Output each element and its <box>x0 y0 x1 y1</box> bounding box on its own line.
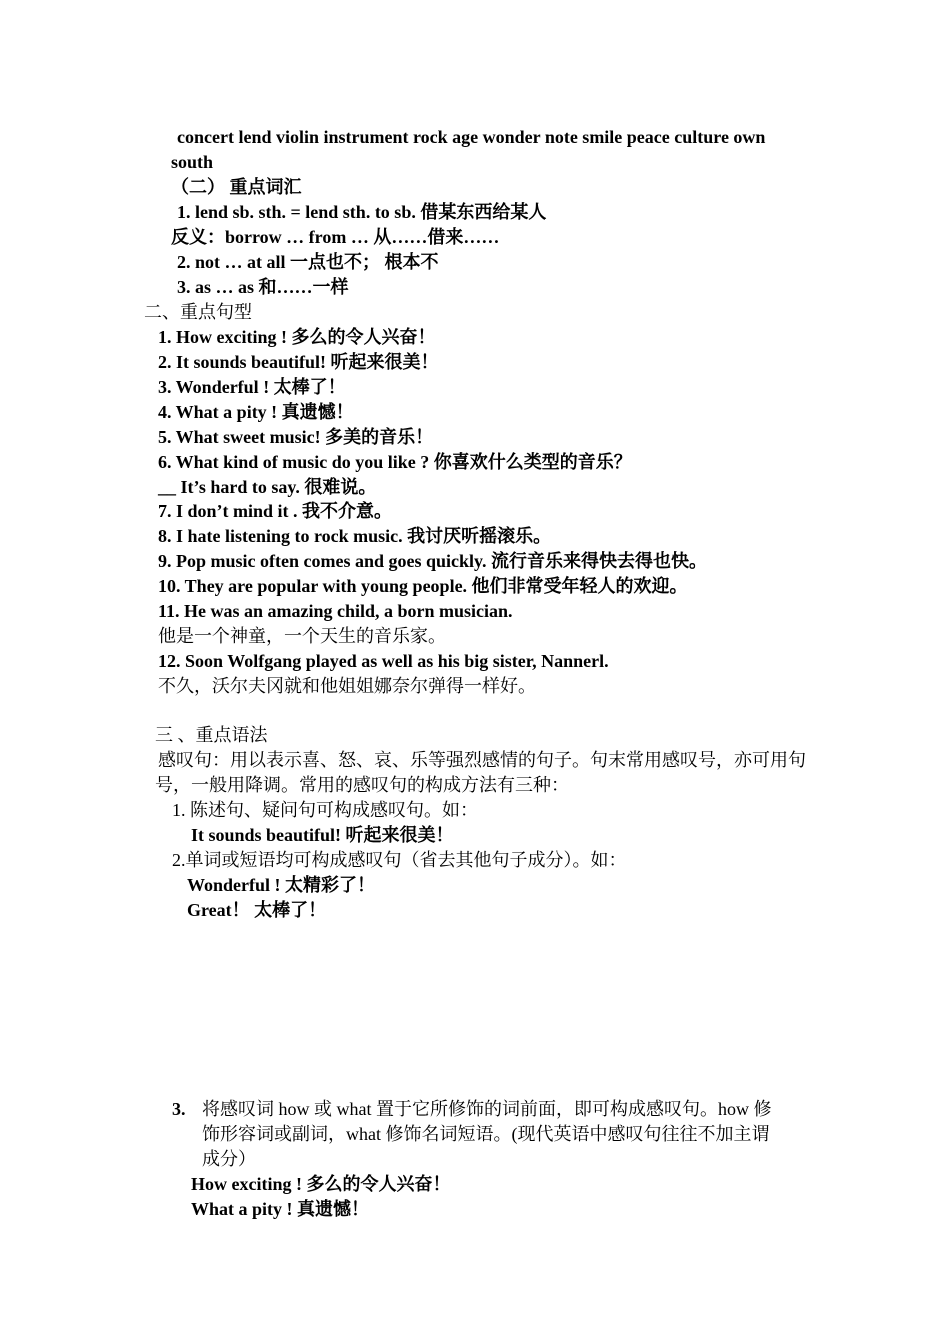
grammar-intro-line1: 感叹句：用以表示喜、怒、哀、乐等强烈感情的句子。句末常用感叹号，亦可用句 <box>158 750 806 770</box>
grammar-rule-2-example: Great！ 太棒了！ <box>187 900 327 920</box>
section-2-heading: （二） 重点词汇 <box>171 177 302 197</box>
sentence-item: __ It’s hard to say. 很难说。 <box>158 477 377 497</box>
vocab-item-1-antonym: 反义：borrow … from … 从……借来…… <box>171 227 500 247</box>
grammar-rule-3-number: 3. <box>172 1099 186 1119</box>
sentence-item: 12. Soon Wolfgang played as well as his big sister, Nannerl. <box>158 651 609 671</box>
grammar-heading: 三 、重点语法 <box>155 725 268 745</box>
grammar-rule-2: 2.单词或短语均可构成感叹句（省去其他句子成分）。如： <box>172 850 627 870</box>
grammar-rule-3-line1: 将感叹词 how 或 what 置于它所修饰的词前面，即可构成感叹句。how 修 <box>202 1099 772 1119</box>
vocab-words-line1: concert lend violin instrument rock age wonder note smile peace culture own <box>177 127 766 147</box>
sentence-item: 6. What kind of music do you like ? 你喜欢什么类型的音乐？ <box>158 452 632 472</box>
grammar-rule-3-line3: 成分） <box>202 1149 256 1169</box>
sentence-item-translation: 不久，沃尔夫冈就和他姐姐娜奈尔弹得一样好。 <box>158 676 536 696</box>
sentence-item: 3. Wonderful ! 太棒了！ <box>158 377 346 397</box>
grammar-rule-3-line2: 饰形容词或副词，what 修饰名词短语。(现代英语中感叹句往往不加主谓 <box>202 1124 770 1144</box>
vocab-item-1: 1. lend sb. sth. = lend sth. to sb. 借某东西给某人 <box>177 202 547 222</box>
sentence-item: 1. How exciting ! 多么的令人兴奋！ <box>158 327 436 347</box>
sentence-item: 5. What sweet music! 多美的音乐！ <box>158 427 434 447</box>
vocab-words-line2: south <box>171 152 214 172</box>
vocab-item-2: 2. not … at all 一点也不； 根本不 <box>177 252 439 272</box>
sentence-item: 7. I don’t mind it . 我不介意。 <box>158 501 393 521</box>
grammar-rule-2-example: Wonderful ! 太精彩了！ <box>187 875 376 895</box>
grammar-rule-3-example: How exciting ! 多么的令人兴奋！ <box>191 1174 451 1194</box>
grammar-rule-3-example: What a pity ! 真遗憾！ <box>191 1199 370 1219</box>
sentence-item: 4. What a pity ! 真遗憾！ <box>158 402 354 422</box>
grammar-rule-1-example: It sounds beautiful! 听起来很美！ <box>191 825 454 845</box>
sentence-item: 8. I hate listening to rock music. 我讨厌听摇滚乐。 <box>158 526 552 546</box>
sentence-item: 10. They are popular with young people. 他们非常受年轻人的欢迎。 <box>158 576 688 596</box>
sentence-item: 2. It sounds beautiful! 听起来很美！ <box>158 352 439 372</box>
sentence-item: 11. He was an amazing child, a born musician. <box>158 601 513 621</box>
sentence-item-translation: 他是一个神童，一个天生的音乐家。 <box>158 626 446 646</box>
vocab-item-3: 3. as … as 和……一样 <box>177 277 349 297</box>
sentences-heading: 二、重点句型 <box>144 302 252 322</box>
grammar-intro-line2: 号，一般用降调。常用的感叹句的构成方法有三种： <box>155 775 569 795</box>
sentence-item: 9. Pop music often comes and goes quickly. 流行音乐来得快去得也快。 <box>158 551 708 571</box>
grammar-rule-1: 1. 陈述句、疑问句可构成感叹句。如： <box>172 800 478 820</box>
